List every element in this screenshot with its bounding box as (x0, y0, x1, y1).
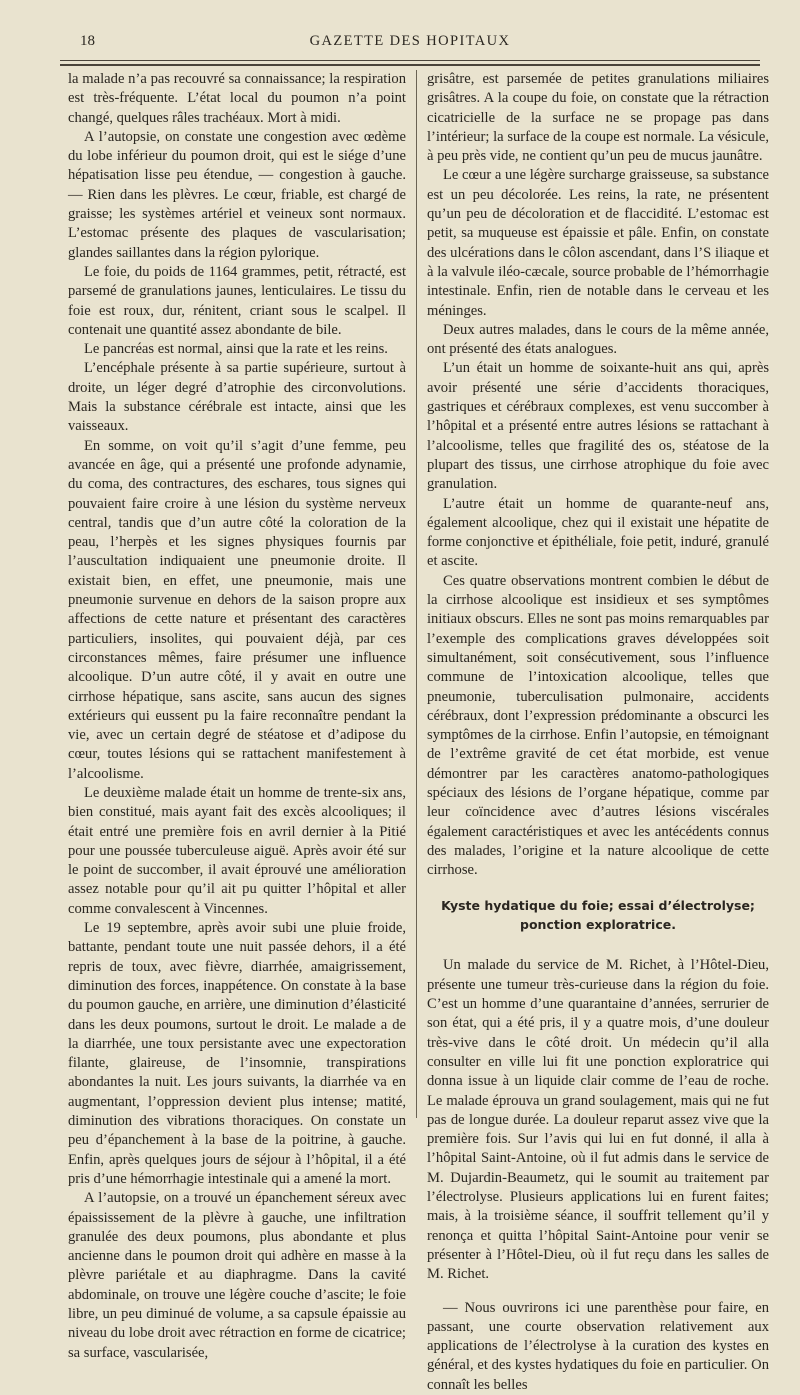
paragraph: Un malade du service de M. Richet, à l’Hôtel-Dieu, présente une tumeur très-curieuse dans la région du foie. C’est un homme d’une quarantaine d’années, serrurier de son état, qui a été pris, il y a quatre mois, d’une douleur très-vive dans le côté droit. Un médecin qu’il alla consulter en ville lui fit une ponction exploratrice qui donna issue à un liquide clair comme de l’eau de roche. Le malade éprouva un grand soulagement, mais qui ne fut pas de longue durée. La douleur reparut assez vive que la première fois. Sur l’avis qui lui en fut donné, il alla à l’hôpital Saint-Antoine, où il fut admis dans le service de M. Dujardin-Beaumetz, qui le soumit au traitement par l’électrolyse. Plusieurs applications lui en furent faites; mais, à la troisième séance, il souffrit tellement qu’il y renonça et quitta l’hôpital Saint-Antoine pour venir se présenter à l’Hôtel-Dieu, où il fut reçu dans les salles de M. Richet. (427, 957, 769, 1283)
paragraph: — Nous ouvrirons ici une parenthèse pour faire, en passant, une courte observation relativement aux applications de l’électrolyse à la curation des kystes en général, et des kystes hydatiques du foie en particulier. On connaît les belles (427, 1299, 769, 1393)
paragraph: A l’autopsie, on a trouvé un épanchement séreux avec épaississement de la plèvre à gauche, une infiltration granulée des deux poumons, plus abondante et plus ancienne dans le poumon droit qui adhère en masse à la plèvre pariétale et au diaphragme. Dans la cavité abdominale, on trouve une légère couche d’ascite; le foie libre, un peu diminué de volume, a sa capsule épaissie au niveau du lobe droit avec rétraction en forme de cicatrice; sa surface, vascularisée, (68, 1190, 406, 1361)
paragraph: L’autre était un homme de quarante-neuf ans, également alcoolique, chez qui il existait une hépatite de forme conjonctive et épithéliale, foie petit, induré, granulé et ascite. (427, 495, 769, 570)
paragraph: L’encéphale présente à sa partie supérieure, surtout à droite, un léger degré d’atrophie des circonvolutions. Mais la substance cérébrale est intacte, ainsi que les vaisseaux. (68, 360, 406, 435)
header-rule-thick (60, 64, 760, 66)
paragraph: Le 19 septembre, après avoir subi une pluie froide, battante, pendant toute une nuit passée dehors, il a été repris de toux, avec fièvre, diarrhée, amaigrissement, diminution des forces, inappétence. On constate à la base du poumon gauche, en arrière, une diminution d’élasticité dans les deux poumons, surtout le droit. Le malade a de la diarrhée, une toux persistante avec une expectoration filante, glaireuse, de l’insomnie, transpirations abondantes la nuit. Les jours suivants, la diarrhée va en augmentant, l’oppression devient plus intense; matité, diminution des vibrations thoraciques. On constate un peu d’épanchement à la base de la poitrine, à gauche. Enfin, après quelques jours de séjour à l’hôpital, il a été pris d’une hémorrhagie intestinale qui a amené la mort. (68, 920, 406, 1187)
paragraph: Ces quatre observations montrent combien le début de la cirrhose alcoolique est insidieux et ses symptômes initiaux obscurs. Elles ne sont pas moins remarquables par l’exemple des complications graves développées soit simultanément, soit consécutivement, sous l’influence commune de l’intoxication alcoolique, telles que pneumonie, tuberculisation pulmonaire, accidents cérébraux, dont l’expression prédominante a obscurci les symptômes de la cirrhose. Enfin l’autopsie, en témoignant de l’extrême gravité de cet état morbide, est venue démontrer par les caractères anatomo-pathologiques spéciaux des lésions de l’organe hépatique, comme par leur coïncidence avec d’autres lésions viscérales également caractéristiques et avec les antécédents connus des malades, l’origine et la nature alcoolique de cette cirrhose. (427, 572, 769, 879)
paragraph-spacer (427, 1285, 769, 1299)
left-column (68, 70, 406, 1361)
paragraph: Le pancréas est normal, ainsi que la rate et les reins. (84, 341, 388, 358)
paragraph: L’un était un homme de soixante-huit ans qui, après avoir présenté une série d’accidents thoraciques, gastriques et cérébraux complexes, est venu succomber à l’hôpital et a présenté entre autres lésions se rattachant à l’alcoolisme, telles que fragilité des os, stéatose de la plupart des tissus, une cirrhose atrophique du foie avec granulation. (427, 360, 769, 493)
right-column (427, 70, 769, 1393)
page-header (60, 33, 760, 55)
journal-title: GAZETTE DES HOPITAUX (309, 33, 511, 49)
column-divider (416, 70, 417, 1118)
paragraph: Le cœur a une légère surcharge graisseuse, sa substance est un peu décolorée. Les reins, la rate, ne présentent qu’un peu de décoloration et de flaccidité. L’estomac est petit, sa muqueuse est épaissie et pâle. Enfin, on constate des ulcérations dans le côlon ascendant, dans l’S iliaque et à la valvule iléo-cæcale, source probable de l’hémorrhagie intestinale. Enfin, rien de notable dans le cerveau et les méninges. (427, 167, 769, 319)
paragraph: la malade n’a pas recouvré sa connaissance; la respiration est très-fréquente. L’état local du poumon n’a point changé, quelques râles trachéaux. Mort à midi. (68, 71, 406, 126)
paragraph: Le foie, du poids de 1164 grammes, petit, rétracté, est parsemé de granulations jaunes, lenticulaires. Le tissu du foie est roux, dur, rénitent, criant sous le scalpel. Il contenait une quantité assez abondante de bile. (68, 263, 406, 338)
paragraph: Deux autres malades, dans le cours de la même année, ont présenté des états analogues. (427, 321, 769, 358)
paragraph: A l’autopsie, on constate une congestion avec œdème du lobe inférieur du poumon droit, qui est le siége d’une hépatisation lisse peu étendue, — congestion à gauche. — Rien dans les plèvres. Le cœur, friable, est chargé de graisse; les systèmes artériel et veineux sont normaux. L’estomac présente des plaques de vascularisation; glandes saillantes dans la région pylorique. (68, 128, 406, 261)
paragraph: Le deuxième malade était un homme de trente-six ans, bien constitué, mais ayant fait des excès alcooliques; il était entré une première fois en avril dernier à la Pitié pour une poussée tuberculeuse aiguë. Après avoir été sur le point de succomber, il avait éprouvé une amélioration assez notable pour qu’il ait pu quitter l’hôpital et aller comme convalescent à Vincennes. (68, 784, 406, 917)
header-rule-thin (60, 60, 760, 61)
section-title: Kyste hydatique du foie; essai d’électrolyse; ponction exploratrice. (441, 898, 755, 933)
paragraph: grisâtre, est parsemée de petites granulations miliaires grisâtres. A la coupe du foie, on constate que la rétraction cicatricielle de la surface ne se propage pas dans l’intérieur; la surface de la coupe est normale. La vésicule, à peu près vide, ne contient qu’un peu de mucus jaunâtre. (427, 71, 769, 165)
paragraph: En somme, on voit qu’il s’agit d’une femme, peu avancée en âge, qui a présenté une profonde adynamie, du coma, des contractures, des eschares, tous signes qui pouvaient faire croire à une lésion du système nerveux central, tandis que d’un autre côté la coloration de la peau, l’herpès et les signes physiques fournis par l’auscultation indiquaient une pneumonie droite. Il existait bien, en effet, une pneumonie, mais une pneumonie survenue en dehors de la saison propre aux affections de cette nature et présentant des caractères particuliers, insolites, qui pouvaient déjà, par ces circonstances mêmes, faire présumer une influence alcoolique. D’un autre côté, il y avait en outre une cirrhose hépatique, sans ascite, sans aucun des signes extérieurs qui eussent pu la faire reconnaître pendant la vie, avec un certain degré de stéatose et d’adipose du cœur, toutes lésions qui se rattachent manifestement à l’alcoolisme. (68, 437, 406, 782)
page-number: 18 (80, 33, 95, 49)
